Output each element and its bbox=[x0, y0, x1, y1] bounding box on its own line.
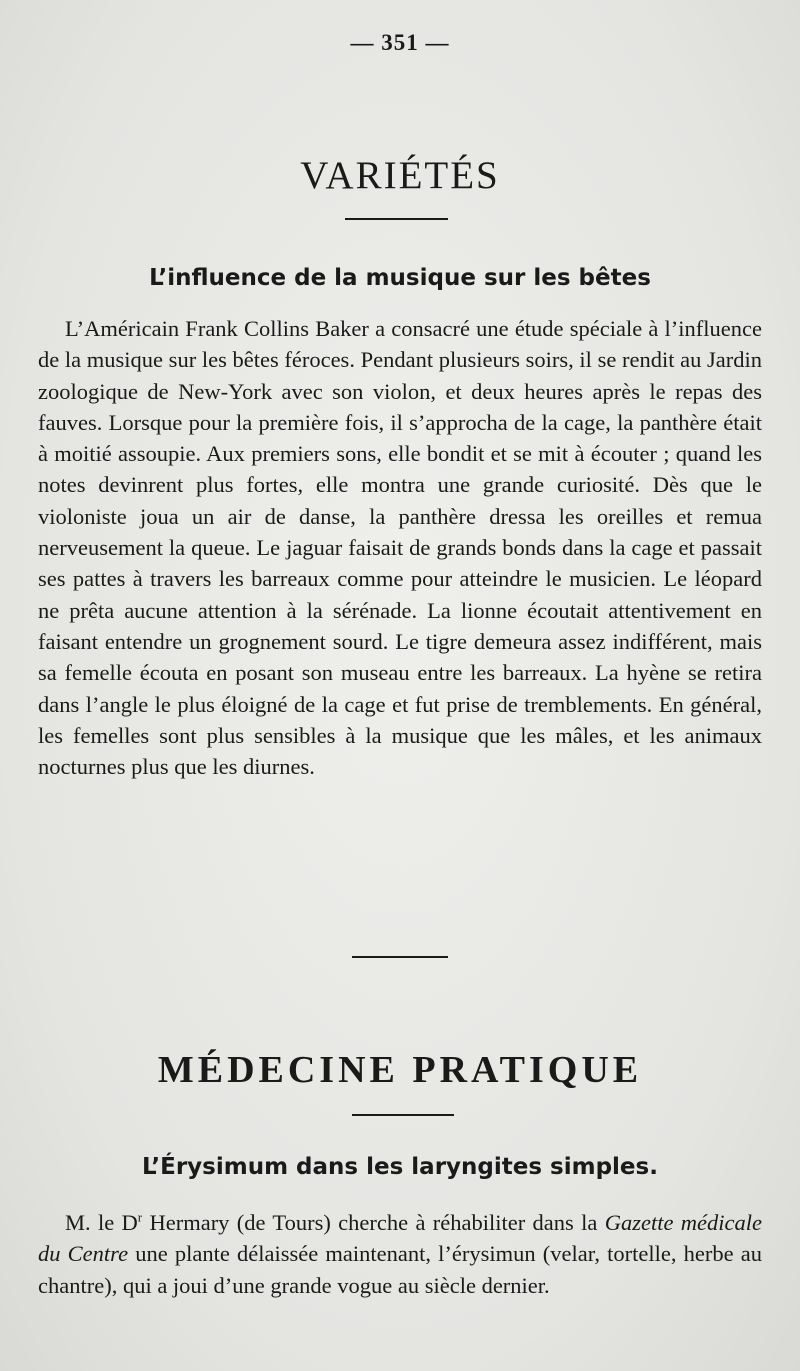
body-text: une plante délaissée maintenant, l’érysimun (velar, tortelle, herbe au chantre), qui a joui d’une grande vogue au siècle dernier. bbox=[38, 1241, 763, 1298]
section-title-medecine: MÉDECINE PRATIQUE bbox=[157, 1049, 643, 1091]
body-text: Hermary (de Tours) cherche à réhabiliter dans la bbox=[142, 1210, 605, 1235]
body-superscript: r bbox=[137, 1209, 143, 1225]
article-title-erysimum: L’Érysimum dans les laryngites simples. bbox=[142, 1154, 658, 1180]
article-body-musique: L’Américain Frank Collins Baker a consacré une étude spéciale à l’influence de la musique sur les bêtes féroces. Pendant plusieurs soirs, il se rendit au Jardin zoologique de New-York avec son violon, et deux heures après le repas des fauves. Lorsque pour la première fois, il s’approcha de la cage, la panthère était à moitié assoupie. Aux premiers sons, elle bondit et se mit à écouter ; quand les notes devinrent plus fortes, elle montra une grande curiosité. Dès que le violoniste joua un air de danse, la panthère dressa les oreilles et remua nerveusement la queue. Le jaguar faisait de grands bonds dans la cage et passait ses pattes à travers les barreaux comme pour atteindre le musicien. Le léopard ne prêta aucune attention à la sérénade. La lionne écoutait attentivement en faisant entendre un grognement sourd. Le tigre demeura assez indifférent, mais sa femelle écouta en posant son museau entre les barreaux. La hyène se retira dans l’angle le plus éloigné de la cage et fut prise de tremblements. En général, les femelles sont plus sensibles à la musique que les mâles, et les animaux nocturnes plus que les diurnes. bbox=[38, 316, 762, 780]
divider-rule bbox=[352, 1114, 454, 1116]
journal-name: Gazette médicale du Centre bbox=[38, 1210, 762, 1267]
divider-rule bbox=[345, 218, 448, 220]
body-text: M. le D bbox=[65, 1210, 138, 1235]
article-title-musique: L’influence de la musique sur les bêtes bbox=[149, 265, 651, 291]
section-title-varietes: VARIÉTÉS bbox=[300, 154, 500, 197]
divider-rule bbox=[352, 956, 448, 958]
page-number: — 351 — bbox=[350, 30, 450, 55]
article-body-erysimum bbox=[38, 1207, 762, 1301]
